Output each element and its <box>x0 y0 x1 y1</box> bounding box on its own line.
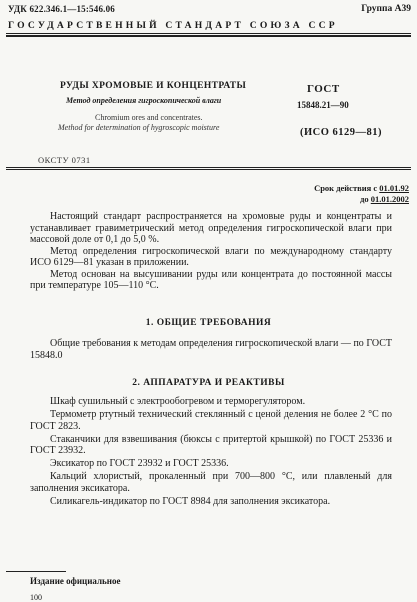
english-title-line1: Chromium ores and concentrates. <box>95 113 203 122</box>
intro-paragraph: Метод определения гигроскопической влаги по международному стандарту ИСО 6129—81 указан в приложении. <box>30 245 392 268</box>
section-2-heading: 2. АППАРАТУРА И РЕАКТИВЫ <box>132 378 285 388</box>
intro-block <box>30 211 392 292</box>
english-title-line2: Method for determination of hygroscopic moisture <box>58 123 220 132</box>
validity-label: Срок действия <box>314 183 372 193</box>
document-subtitle: Метод определения гигроскопической влаги <box>66 96 222 105</box>
standard-banner: ГОСУДАРСТВЕННЫЙ СТАНДАРТ СОЮЗА ССР <box>8 20 338 31</box>
intro-paragraph: Метод основан на высушивании руды или концентрата до постоянной массы при температуре 105—110 °C. <box>30 268 392 291</box>
header-divider-thick <box>6 35 411 37</box>
equipment-item: Стаканчики для взвешивания (бюксы с притертой крышкой) по ГОСТ 25336 и ГОСТ 23932. <box>30 433 392 456</box>
group-code: Группа А39 <box>361 4 411 14</box>
equipment-item: Шкаф сушильный с электрообогревом и терморегулятором. <box>50 396 306 407</box>
official-edition-label: Издание официальное <box>30 576 121 586</box>
iso-reference: (ИСО 6129—81) <box>300 127 383 138</box>
gost-label: ГОСТ <box>307 83 340 95</box>
validity-from-date: 01.01.92 <box>379 183 409 193</box>
intro-paragraph: Настоящий стандарт распространяется на хромовые руды и концентраты и устанавливает гравиметрический метод определения гигроскопической влаги при массовой доле от 0,1 до 5,0 %. <box>30 211 392 245</box>
equipment-item: Термометр ртутный технический стеклянный с ценой деления не более 2 °C по ГОСТ 2823. <box>30 409 392 432</box>
equipment-item: Эксикатор по ГОСТ 23932 и ГОСТ 25336. <box>50 458 229 469</box>
gost-number: 15848.21—90 <box>297 100 349 110</box>
validity-from <box>314 183 409 193</box>
validity-to <box>360 194 409 204</box>
title-divider-second <box>6 169 411 170</box>
section-1-heading: 1. ОБЩИЕ ТРЕБОВАНИЯ <box>145 318 272 328</box>
section-2-body <box>30 396 392 509</box>
title-divider <box>6 167 411 168</box>
validity-to-date: 01.01.2002 <box>370 194 409 204</box>
document-title: РУДЫ ХРОМОВЫЕ И КОНЦЕНТРАТЫ <box>60 81 247 91</box>
udk-code: УДК 622.346.1—15:546.06 <box>8 4 116 14</box>
validity-to-prefix: до <box>360 194 369 204</box>
validity-from-prefix: с <box>373 183 378 193</box>
footer-divider <box>6 571 66 572</box>
equipment-item: Силикагель-индикатор по ГОСТ 8984 для заполнения эксикатора. <box>50 495 331 507</box>
equipment-item: Кальций хлористый, прокаленный при 700—800 °C, или плавленый для заполнения эксикатора. <box>30 471 392 494</box>
section-1-paragraph: Общие требования к методам определения гигроскопической влаги — по ГОСТ 15848.0 <box>30 338 392 361</box>
section-1-body <box>30 338 392 361</box>
page-number: 100 <box>30 593 42 602</box>
okstu-code: ОКСТУ 0731 <box>38 155 91 165</box>
header-divider <box>6 33 411 34</box>
